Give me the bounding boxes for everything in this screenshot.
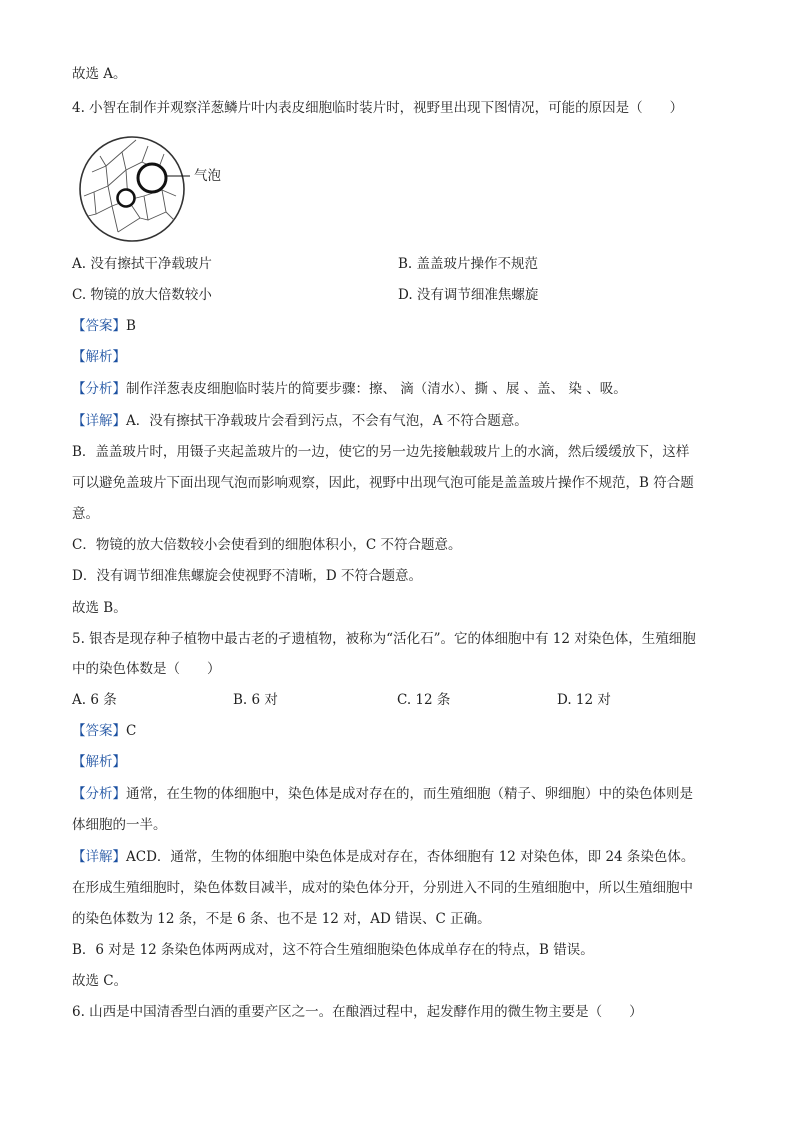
q5-conclusion: 故选 C。 bbox=[72, 973, 128, 989]
q4-option-b: B. 盖盖玻片操作不规范 bbox=[398, 256, 539, 272]
q4-answer bbox=[72, 316, 136, 336]
q5-detail-1 bbox=[72, 847, 694, 867]
q5-detail-3: 的染色体数为 12 条，不是 6 条、也不是 12 对，AD 错误、C 正确。 bbox=[72, 911, 491, 927]
bubble-label: 气泡 bbox=[194, 168, 221, 184]
q4-detail-d: D．没有调节细准焦螺旋会使视野不清晰，D 不符合题意。 bbox=[72, 568, 422, 584]
answer-value: C bbox=[126, 723, 137, 739]
q5-jiexi-tag: 【解析】 bbox=[72, 754, 126, 770]
q5-analysis-1 bbox=[72, 784, 693, 804]
analysis-text: 通常，在生物的体细胞中，染色体是成对存在的，而生殖细胞（精子、卵细胞）中的染色体则是 bbox=[126, 786, 693, 802]
detail-text: ACD．通常，生物的体细胞中染色体是成对存在，杏体细胞有 12 对染色体，即 24 条染色体。 bbox=[126, 849, 695, 865]
detail-text: A．没有擦拭干净载玻片会看到污点，不会有气泡，A 不符合题意。 bbox=[126, 413, 528, 429]
q5-detail-b: B．6 对是 12 条染色体两两成对，这不符合生殖细胞染色体成单存在的特点，B 错误。 bbox=[72, 942, 594, 958]
q6-stem: 6. 山西是中国清香型白酒的重要产区之一。在酿酒过程中，起发酵作用的微生物主要是（ ） bbox=[72, 1004, 643, 1020]
q5-stem-2: 中的染色体数是（ ） bbox=[72, 661, 221, 677]
detail-tag: 【详解】 bbox=[72, 849, 126, 865]
detail-tag: 【详解】 bbox=[72, 413, 126, 429]
field-of-view-circle bbox=[80, 137, 184, 241]
q5-option-d: D. 12 对 bbox=[557, 692, 611, 708]
large-bubble bbox=[138, 164, 166, 192]
answer-tag: 【答案】 bbox=[72, 318, 126, 334]
analysis-tag: 【分析】 bbox=[72, 381, 126, 397]
q4-jiexi-tag: 【解析】 bbox=[72, 349, 126, 365]
analysis-tag: 【分析】 bbox=[72, 786, 126, 802]
q3-conclusion: 故选 A。 bbox=[72, 66, 127, 82]
q4-detail-b1: B．盖盖玻片时，用镊子夹起盖玻片的一边，使它的另一边先接触载玻片上的水滴，然后缓缓放下，这样 bbox=[72, 444, 690, 460]
onion-cell-diagram bbox=[78, 134, 238, 244]
q4-detail-c: C．物镜的放大倍数较小会使看到的细胞体积小，C 不符合题意。 bbox=[72, 537, 462, 553]
answer-tag: 【答案】 bbox=[72, 723, 126, 739]
q4-detail-b2: 可以避免盖玻片下面出现气泡而影响观察，因此，视野中出现气泡可能是盖盖玻片操作不规范，B 符合题 bbox=[72, 475, 694, 491]
q5-option-a: A. 6 条 bbox=[72, 692, 117, 708]
q5-option-c: C. 12 条 bbox=[397, 692, 451, 708]
analysis-text: 制作洋葱表皮细胞临时装片的简要步骤：擦、 滴（清水）、撕 、展 、盖、 染 、吸。 bbox=[126, 381, 627, 397]
q4-option-d: D. 没有调节细准焦螺旋 bbox=[398, 287, 539, 303]
small-bubble bbox=[118, 190, 135, 207]
q4-option-c: C. 物镜的放大倍数较小 bbox=[72, 287, 212, 303]
q5-stem-1: 5. 银杏是现存种子植物中最古老的孑遗植物，被称为“活化石”。它的体细胞中有 12 对染色体，生殖细胞 bbox=[72, 631, 696, 647]
q4-stem: 4. 小智在制作并观察洋葱鳞片叶内表皮细胞临时装片时，视野里出现下图情况，可能的原因是（ ） bbox=[72, 100, 684, 116]
q5-analysis-2: 体细胞的一半。 bbox=[72, 817, 167, 833]
answer-value: B bbox=[126, 318, 136, 334]
q4-analysis bbox=[72, 379, 627, 399]
q4-conclusion: 故选 B。 bbox=[72, 600, 127, 616]
q5-detail-2: 在形成生殖细胞时，染色体数目减半，成对的染色体分开，分别进入不同的生殖细胞中，所以生殖细胞中 bbox=[72, 880, 693, 896]
q5-answer bbox=[72, 721, 136, 741]
q4-option-a: A. 没有擦拭干净载玻片 bbox=[72, 256, 212, 272]
q4-detail-a bbox=[72, 411, 528, 431]
q4-detail-b3: 意。 bbox=[72, 506, 99, 522]
q5-option-b: B. 6 对 bbox=[233, 692, 278, 708]
